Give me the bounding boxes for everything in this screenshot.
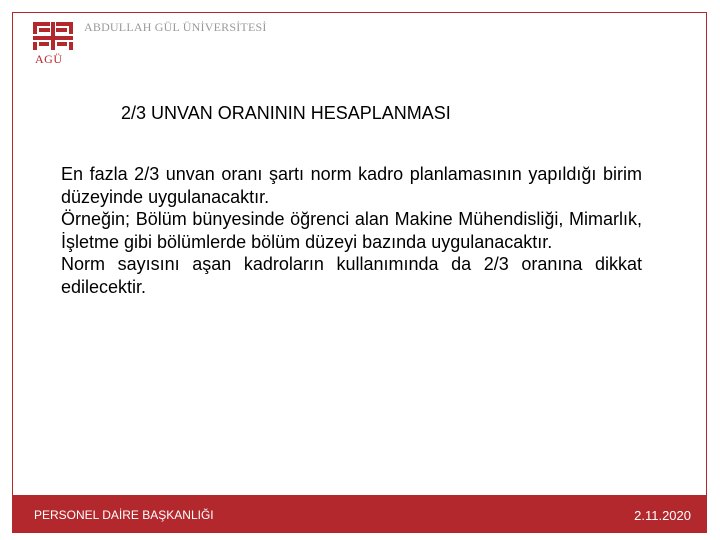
footer-department: PERSONEL DAİRE BAŞKANLIĞI (34, 508, 214, 522)
footer-bar (12, 495, 707, 533)
logo-text: AGÜ (35, 52, 63, 66)
body-paragraph: En fazla 2/3 unvan oranı şartı norm kadro planlamasının yapıldığı birim düzeyinde uygulanacaktır. (61, 164, 642, 207)
body-paragraph: Norm sayısını aşan kadroların kullanımında da 2/3 oranına dikkat edilecektir. (61, 254, 642, 297)
university-name: ABDULLAH GÜL ÜNİVERSİTESİ (84, 20, 267, 34)
slide-body (61, 163, 642, 298)
footer-date: 2.11.2020 (634, 508, 691, 523)
body-paragraph: Örneğin; Bölüm bünyesinde öğrenci alan Makine Mühendisliği, Mimarlık, İşletme gibi bölümlerde bölüm düzeyi bazında uygulanacaktır. (61, 209, 642, 252)
slide-title: 2/3 UNVAN ORANININ HESAPLANMASI (121, 103, 451, 123)
